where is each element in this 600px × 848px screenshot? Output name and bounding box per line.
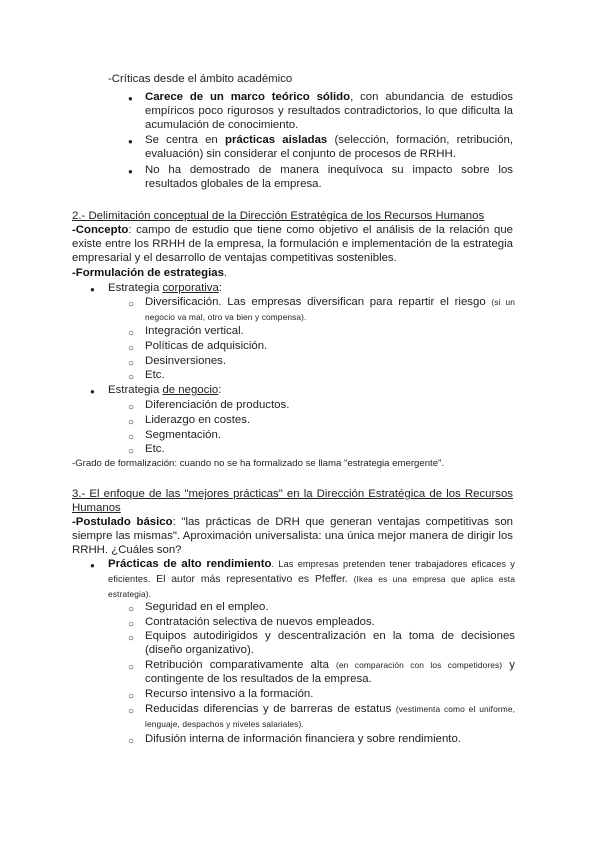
criticas-item-2: Se centra en prácticas aisladas (selección, formación, retribución, evaluación) sin considerar el conjunto de procesos de RRHH. xyxy=(145,134,513,160)
negocio-item-3: Segmentación. xyxy=(145,429,221,441)
section3-title: 3.- El enfoque de las "mejores prácticas" en la Dirección Estratégica de los Recursos Humanos xyxy=(72,488,513,514)
practica-item-5: Recurso intensivo a la formación. xyxy=(145,688,314,700)
criticas-heading: -Críticas desde el ámbito académico xyxy=(108,73,293,85)
criticas-item-3: No ha demostrado de manera inequívoca su impacto sobre los resultados globales de la empresa. xyxy=(145,164,513,190)
bullet-icon xyxy=(90,282,95,298)
sub-bullet-icon xyxy=(128,414,134,430)
bullet-icon xyxy=(90,384,95,400)
bullet-icon xyxy=(90,558,95,574)
sub-bullet-icon xyxy=(128,703,134,719)
practica-item-2: Contratación selectiva de nuevos empleados. xyxy=(145,616,375,628)
criticas-item-1: Carece de un marco teórico sólido, con abundancia de estudios empíricos poco rigurosos y resultados contradictorios, lo que dificulta la acumulación de conocimiento. xyxy=(145,91,513,131)
corporativa-item-5: Etc. xyxy=(145,369,165,381)
grado-formalizacion: -Grado de formalización: cuando no se ha formalizado se llama "estrategia emergente". xyxy=(72,458,445,469)
bullet-icon xyxy=(128,91,133,107)
negocio-item-1: Diferenciación de productos. xyxy=(145,399,290,411)
practica-item-7: Difusión interna de información financiera y sobre rendimiento. xyxy=(145,733,461,745)
bullet-icon xyxy=(128,134,133,150)
corporativa-item-3: Políticas de adquisición. xyxy=(145,340,268,352)
sub-bullet-icon xyxy=(128,630,134,646)
negocio-item-2: Liderazgo en costes. xyxy=(145,414,251,426)
practica-item-3: Equipos autodirigidos y descentralización en la toma de decisiones (diseño organizativo). xyxy=(145,630,515,656)
negocio-item-4: Etc. xyxy=(145,443,165,455)
practicas-alto-rendimiento: Prácticas de alto rendimiento. Las empresas pretenden tener trabajadores eficaces y eficientes. El autor más representativo es Pfeffer. (Ikea es una empresa que aplica esta estrategia). xyxy=(108,558,516,599)
corporativa-item-4: Desinversiones. xyxy=(145,355,227,367)
negocio-label: Estrategia de negocio: xyxy=(108,384,222,396)
sub-bullet-icon xyxy=(128,399,134,415)
corporativa-item-1: Diversificación. Las empresas diversifican para repartir el riesgo (si un negocio va mal, otro va bien y compensa). xyxy=(145,296,515,322)
sub-bullet-icon xyxy=(128,733,134,749)
sub-bullet-icon xyxy=(128,340,134,356)
section3-postulado: -Postulado básico: "las prácticas de DRH que generan ventajas competitivas son siempre las mismas". Aproximación universalista: una única mejor manera de dirigir los RRHH. ¿Cuáles son? xyxy=(72,516,513,556)
practica-item-1: Seguridad en el empleo. xyxy=(145,601,269,613)
sub-bullet-icon xyxy=(128,325,134,341)
bullet-icon xyxy=(128,164,133,180)
sub-bullet-icon xyxy=(128,601,134,617)
practica-item-6: Reducidas diferencias y de barreras de estatus (vestimenta como el uniforme, lenguaje, despachos y niveles salariales). xyxy=(145,703,516,729)
corporativa-label: Estrategia corporativa: xyxy=(108,282,222,294)
sub-bullet-icon xyxy=(128,659,134,675)
corporativa-item-2: Integración vertical. xyxy=(145,325,244,337)
section2-concepto: -Concepto: campo de estudio que tiene como objetivo el análisis de la relación que existe entre los RRHH de la empresa, la formulación e implementación de la estrategia empresarial y el desarrollo de ventajas competitivas sostenibles. xyxy=(72,224,513,264)
practica-item-4: Retribución comparativamente alta (en comparación con los competidores) y contingente de los resultados de la empresa. xyxy=(145,659,515,685)
section2-title: 2.- Delimitación conceptual de la Dirección Estratégica de los Recursos Humanos xyxy=(72,210,485,222)
sub-bullet-icon xyxy=(128,688,134,704)
sub-bullet-icon xyxy=(128,296,134,312)
section2-formulacion: -Formulación de estrategias. xyxy=(72,267,228,279)
